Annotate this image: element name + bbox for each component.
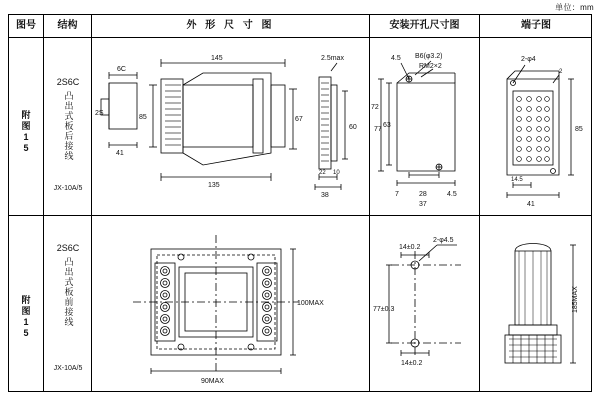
row2-mount-14b: 14±0.2 — [401, 360, 423, 367]
row2-dim-90max: 90MAX — [201, 378, 224, 385]
row1-mount-72: 72 — [371, 104, 379, 111]
row1-mount-28: 28 — [419, 191, 427, 198]
row1-mount-b6: B6(φ3.2) — [415, 53, 443, 60]
row1-fig-char-1: 图 — [21, 121, 31, 131]
header-mounting: 安装开孔尺寸图 — [389, 20, 460, 31]
row1-dim-2s: 2S — [95, 110, 104, 117]
row1-fig-no — [9, 110, 43, 154]
row1-term-2: 2 — [559, 69, 563, 75]
row1-dim-6c: 6C — [117, 66, 126, 73]
row2-structure-desc-text: 凸出式板前接线 — [63, 257, 74, 327]
row2-fig-no — [9, 295, 43, 339]
row1-mounting-drawing — [371, 49, 478, 209]
row-divider — [9, 215, 591, 216]
spec-table — [8, 14, 592, 392]
row2-mount-2phi45: 2-φ4.5 — [433, 237, 454, 244]
header-outline: 外 形 尺 寸 图 — [186, 20, 275, 31]
row1-fig-char-3: 5 — [23, 143, 29, 153]
row1-mount-45: 4.5 — [391, 55, 401, 62]
row1-fig-char-0: 附 — [21, 110, 31, 120]
row2-term-185max: 185MAX — [572, 286, 579, 313]
row1-mount-37: 37 — [419, 201, 427, 208]
row1-fig-char-2: 1 — [23, 132, 29, 142]
header-terminal: 端子图 — [521, 20, 551, 31]
col-divider-4 — [479, 15, 480, 391]
row1-mount-77: 77 — [374, 126, 382, 133]
header-fig-no: 图号 — [16, 20, 36, 31]
row1-dim-85: 85 — [139, 114, 147, 121]
row1-mount-63: 63 — [383, 122, 391, 129]
row1-dim-67: 67 — [295, 116, 303, 123]
unit-note: 单位：mm — [555, 3, 594, 12]
row2-fig-char-0: 附 — [21, 295, 31, 305]
row1-mount-7: 7 — [395, 191, 399, 198]
col-divider-2 — [91, 15, 92, 391]
row1-dim-41: 41 — [116, 150, 124, 157]
col-divider-1 — [43, 15, 44, 391]
row1-dim-145: 145 — [211, 55, 223, 62]
row2-mount-77: 77±0.3 — [373, 306, 395, 313]
row1-term-2phi4: 2-φ4 — [521, 56, 536, 63]
row2-fig-char-3: 5 — [23, 328, 29, 338]
row1-term-85: 85 — [575, 126, 583, 133]
row2-structure-code: JX-10A/5 — [53, 365, 83, 372]
row2-fig-char-1: 图 — [21, 306, 31, 316]
row1-term-41: 41 — [527, 201, 535, 208]
row2-structure-desc — [45, 257, 91, 330]
row1-terminal-drawing — [481, 49, 591, 209]
row1-dim-10: 10 — [333, 170, 340, 176]
row1-dim-60: 60 — [349, 124, 357, 131]
row1-term-145: 14.5 — [511, 177, 523, 183]
row1-structure-model: 2S6C — [56, 77, 80, 87]
row1-mount-rm2: RM2×2 — [419, 63, 442, 70]
row1-dim-25max: 2.5max — [321, 55, 344, 62]
header-divider — [9, 37, 591, 38]
header-structure: 结构 — [57, 20, 78, 31]
row2-outline-drawing — [93, 225, 368, 390]
row1-outline-drawing — [93, 49, 368, 209]
row1-structure-desc — [45, 91, 91, 164]
row1-mount-45b: 4.5 — [447, 191, 457, 198]
row2-mount-14a: 14±0.2 — [399, 244, 421, 251]
row1-structure-code: JX-10A/5 — [53, 185, 83, 192]
row1-dim-135: 135 — [208, 182, 220, 189]
row1-structure-desc-text: 凸出式板后接线 — [63, 91, 74, 161]
row2-structure-model: 2S6C — [56, 243, 80, 253]
row2-fig-char-2: 1 — [23, 317, 29, 327]
row1-dim-38: 38 — [321, 192, 329, 199]
row2-terminal-drawing — [481, 225, 591, 390]
row1-dim-22: 22 — [319, 170, 326, 176]
col-divider-3 — [369, 15, 370, 391]
row2-mounting-drawing — [371, 225, 478, 390]
row2-dim-100max: 100MAX — [297, 300, 324, 307]
